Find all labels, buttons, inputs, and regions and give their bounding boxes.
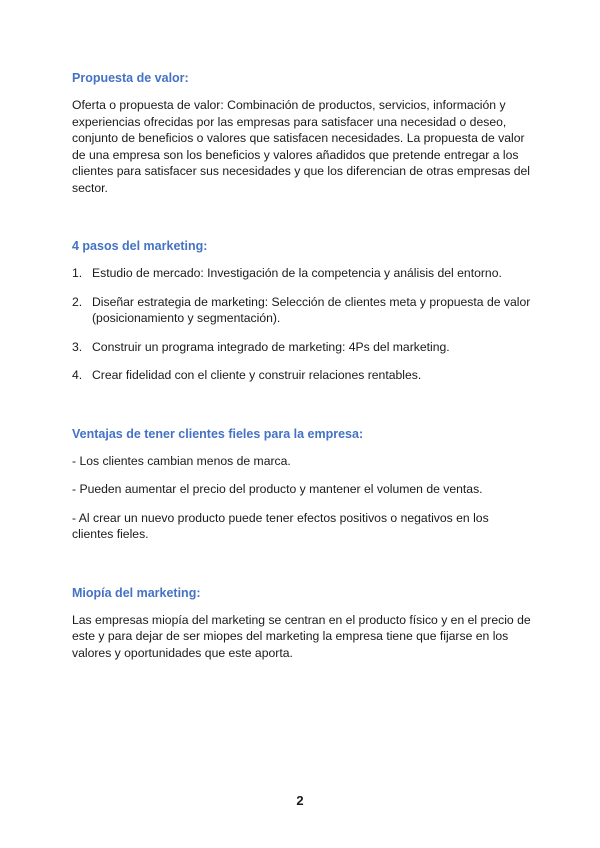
section-ventajas-clientes-fieles xyxy=(72,426,532,543)
list-item: - Pueden aumentar el precio del producto y mantener el volumen de ventas. xyxy=(72,482,483,496)
list-item: - Al crear un nuevo producto puede tener efectos positivos o negativos en los clientes fieles. xyxy=(72,510,489,541)
dash-list xyxy=(72,453,532,543)
list-item-text: Construir un programa integrado de marketing: 4Ps del marketing. xyxy=(92,339,450,354)
list-number: 4. xyxy=(72,368,83,382)
list-item: - Los clientes cambian menos de marca. xyxy=(72,453,291,468)
numbered-list xyxy=(72,265,532,384)
list-item-text: Diseñar estrategia de marketing: Selección de clientes meta y propuesta de valor (posicionamiento y segmentación). xyxy=(92,294,531,325)
list-item-text: Estudio de mercado: Investigación de la competencia y análisis del entorno. xyxy=(92,266,502,280)
list-number: 1. xyxy=(72,266,83,280)
section-heading: Ventajas de tener clientes fieles para la empresa: xyxy=(72,426,364,441)
list-item xyxy=(72,265,532,282)
section-paragraph: Oferta o propuesta de valor: Combinación de productos, servicios, información y experiencias ofrecidas por las empresas para satisfacer una necesidad o deseo, conjunto de beneficios o valores que satisfacen necesidades. La propuesta de valor de una empresa son los beneficios y valores añadidos que pretende entregar a los clientes para satisfacer sus necesidades y que los diferencian de otras empresas del sector. xyxy=(72,98,530,195)
list-item xyxy=(72,339,532,356)
page-content xyxy=(72,70,532,661)
section-heading: Propuesta de valor: xyxy=(72,71,189,85)
page-number: 2 xyxy=(296,793,304,808)
section-paragraph: Las empresas miopía del marketing se centran en el producto físico y en el precio de este y para dejar de ser miopes del marketing la empresa tiene que fijarse en los valores y oportunidades que este aporta. xyxy=(72,612,531,660)
list-item xyxy=(72,294,532,327)
list-item-text: Crear fidelidad con el cliente y construir relaciones rentables. xyxy=(92,368,422,382)
section-miopia-marketing xyxy=(72,585,532,662)
section-heading: Miopía del marketing: xyxy=(72,585,201,600)
section-propuesta-de-valor xyxy=(72,70,532,196)
section-heading: 4 pasos del marketing: xyxy=(72,239,208,253)
section-pasos-marketing xyxy=(72,238,532,384)
list-number: 3. xyxy=(72,339,83,354)
list-number: 2. xyxy=(72,294,83,309)
list-item xyxy=(72,367,532,384)
